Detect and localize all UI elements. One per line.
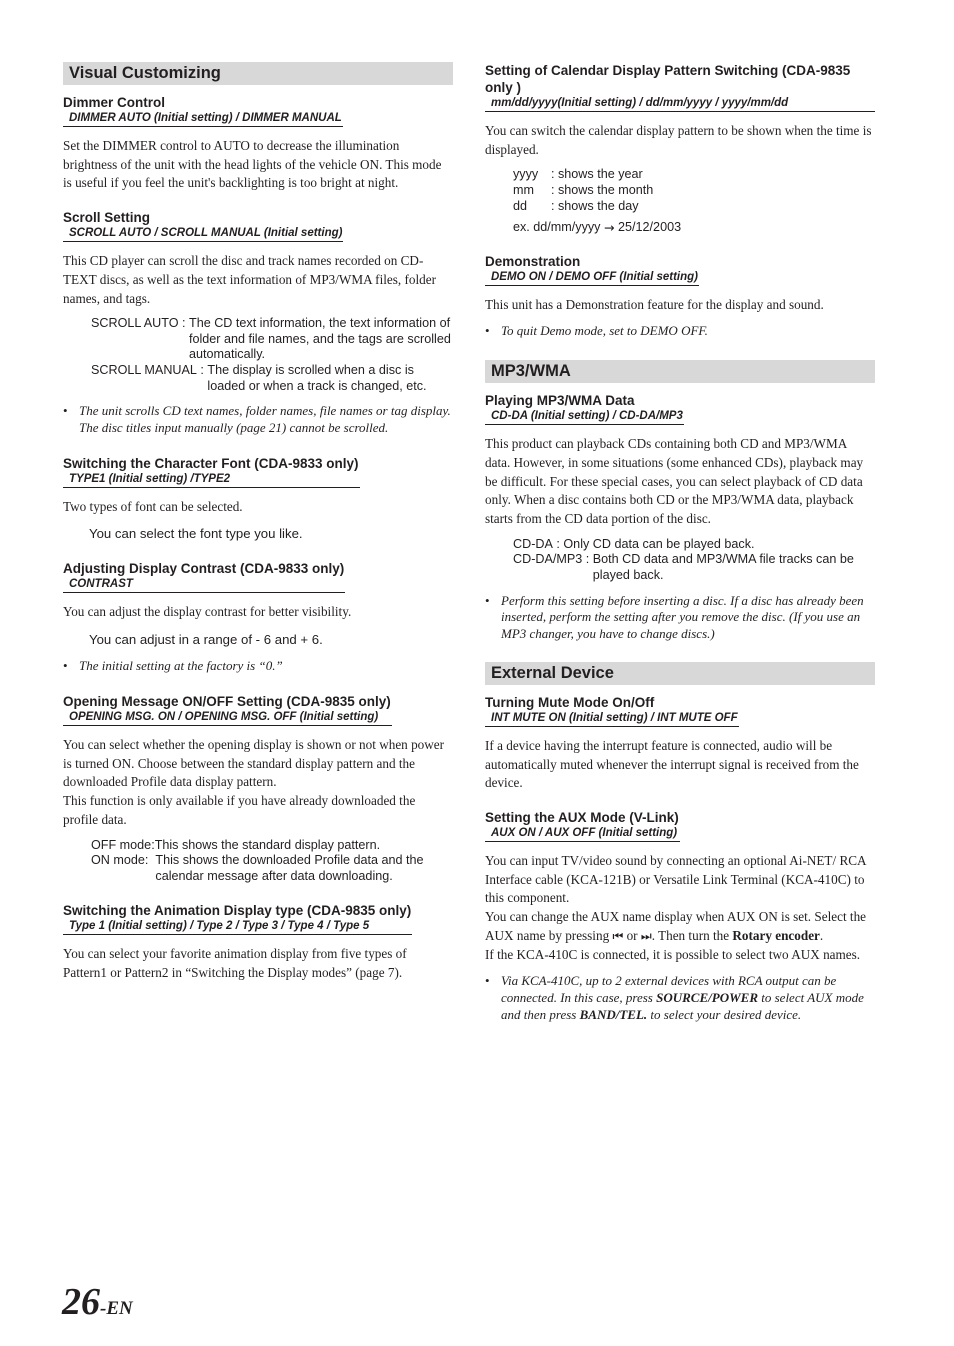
scroll-heading-block (63, 210, 343, 242)
aux-body-2-c: . (819, 927, 824, 943)
definition-separator: : (178, 316, 189, 331)
note-text: Perform this setting before inserting a disc. If a disc has already been inserted, perform the setting after you remove the disc. (If you use an MP3 changer, you have to change discs.) (501, 592, 864, 642)
contrast-body: You can adjust the display contrast for better visibility. (63, 604, 352, 620)
font-heading-block (63, 456, 360, 488)
mute-options: INT MUTE ON (Initial setting) / INT MUTE OFF (491, 711, 738, 724)
contrast-heading-block (63, 561, 345, 593)
calendar-options: mm/dd/yyyy(Initial setting) / dd/mm/yyyy / yyyy/mm/dd (491, 97, 789, 109)
section-heading-visual-customizing: Visual Customizing (63, 62, 453, 85)
definition-separator: : (151, 837, 155, 852)
section-heading-mp3-wma: MP3/WMA (485, 360, 875, 383)
calendar-heading-block (485, 62, 875, 112)
aux-note (485, 973, 875, 1023)
note-text-b: to select AUX mode and then press (501, 990, 864, 1022)
definition-separator: : (552, 536, 564, 551)
scroll-definitions (63, 316, 453, 394)
calendar-body: You can switch the calendar display pattern to be shown when the time is displayed. (485, 123, 872, 157)
definition-item (513, 183, 875, 199)
definition-item (513, 552, 875, 583)
demo-heading-block (485, 254, 699, 286)
definition-key: mm (513, 183, 534, 197)
definition-item (91, 363, 453, 394)
mp3-definitions (485, 537, 875, 584)
definition-item (91, 838, 453, 854)
mp3-options: CD-DA (Initial setting) / CD-DA/MP3 (491, 410, 683, 423)
bullet-icon: • (63, 403, 68, 419)
definition-text: Only CD data can be played back. (563, 536, 755, 551)
definition-item (513, 167, 875, 183)
scroll-setting (63, 210, 453, 437)
animation-display (63, 903, 453, 982)
next-track-icon: ⏭ (640, 928, 652, 943)
scroll-options: SCROLL AUTO / SCROLL MANUAL (Initial setting) (69, 227, 343, 240)
dimmer-body: Set the DIMMER control to AUTO to decrease the illumination brightness of the unit with the head lights of the vehicle ON. This mode is useful if you feel the unit's backlighting is too bright at night. (63, 138, 442, 191)
opening-heading: Opening Message ON/OFF Setting (CDA-9835 only) (63, 693, 391, 709)
definition-key: dd (513, 198, 528, 213)
example-prefix: ex. dd/mm/yyyy (513, 220, 604, 235)
display-contrast (63, 561, 453, 675)
external-section (485, 662, 875, 1024)
calendar-definitions (485, 167, 875, 235)
definition-text: The CD text information, the text information of folder and file names, and the tags are scrolled automatically. (189, 316, 451, 362)
note-bold-source: SOURCE/POWER (656, 990, 758, 1006)
aux-options: AUX ON / AUX OFF (Initial setting) (491, 827, 678, 840)
bullet-icon: • (485, 592, 490, 608)
mp3-note (485, 593, 875, 643)
scroll-body: This CD player can scroll the disc and track names recorded on CD-TEXT discs, as well as the text information of MP3/WMA files, folder names, and tags. (63, 253, 436, 306)
previous-track-icon: ⏮ (612, 928, 624, 943)
page-number-value: 26 (62, 1281, 100, 1323)
mute-heading: Turning Mute Mode On/Off (485, 694, 655, 710)
font-heading: Switching the Character Font (CDA-9833 only) (63, 455, 359, 471)
note-text-a: Via KCA-410C, up to 2 external devices with RCA output can be connected. In this case, press (501, 973, 837, 1006)
definition-text: This shows the standard display pattern. (154, 837, 381, 852)
animation-heading: Switching the Animation Display type (CDA-9835 only) (63, 903, 412, 919)
definition-item (91, 853, 453, 884)
opening-heading-block (63, 694, 392, 726)
calendar-heading: Setting of Calendar Display Pattern Switching (CDA-9835 only ) (485, 63, 851, 95)
page-number-suffix: -EN (100, 1298, 133, 1319)
contrast-options: CONTRAST (69, 578, 133, 591)
definition-item (513, 199, 875, 215)
demo-body: This unit has a Demonstration feature for the display and sound. (485, 296, 824, 312)
dimmer-control (63, 95, 453, 193)
contrast-indent-text: You can adjust in a range of - 6 and + 6. (89, 632, 323, 648)
opening-options: OPENING MSG. ON / OPENING MSG. OFF (Initial setting) (69, 710, 379, 723)
arrow-right-icon: → (603, 220, 615, 236)
mp3-heading: Playing MP3/WMA Data (485, 393, 635, 409)
bullet-icon: • (485, 323, 490, 339)
note-text: To quit Demo mode, set to DEMO OFF. (501, 323, 708, 339)
definition-separator: : (144, 853, 156, 868)
definition-text: Both CD data and MP3/WMA file tracks can be played back. (592, 552, 854, 582)
definition-key: CD-DA/MP3 (513, 552, 583, 567)
opening-body: You can select whether the opening display is shown or not when power is turned ON. Choose between the standard display pattern and the downloaded Profile data display pattern. (63, 736, 445, 790)
opening-message (63, 694, 453, 884)
definition-key: yyyy (513, 167, 539, 182)
font-indent-text: You can select the font type you like. (89, 526, 303, 542)
mp3-body: This product can playback CDs containing both CD and MP3/WMA data. However, in some situations (some enhanced CDs), playback may be difficult. For these special cases, you can select playback of CD data only. When a disc contains both CD or the MP3/WMA data, playback starts from the CD data portion of the disc. (485, 436, 864, 527)
mute-body: If a device having the interrupt feature is connected, audio will be automatically muted whenever the interrupt signal is received from the device. (485, 737, 859, 791)
aux-body-2-bold: Rotary encoder (732, 927, 820, 943)
definition-key: CD-DA (513, 536, 553, 551)
calendar-example (513, 220, 875, 236)
definition-text: The display is scrolled when a disc is loaded or when a track is changed, etc. (207, 363, 427, 393)
animation-heading-block (63, 903, 412, 935)
note-bold-band: BAND/TEL. (579, 1006, 648, 1022)
aux-body-2 (485, 908, 875, 945)
definition-key: SCROLL AUTO (91, 316, 179, 331)
mute-heading-block (485, 695, 739, 727)
aux-mode (485, 810, 875, 1024)
definition-item (91, 316, 453, 363)
example-value: 25/12/2003 (614, 220, 682, 235)
dimmer-heading: Dimmer Control (63, 95, 166, 110)
mute-mode (485, 695, 875, 793)
animation-options: Type 1 (Initial setting) / Type 2 / Type 3 / Type 4 / Type 5 (69, 920, 370, 933)
opening-body-2: This function is only available if you have already downloaded the profile data. (63, 793, 416, 827)
font-body: Two types of font can be selected. (63, 498, 243, 514)
aux-body: You can input TV/video sound by connecting an optional Ai-NET/ RCA Interface cable (KCA-121B) or Versatile Link Terminal (KCA-410C) to this component. (485, 853, 866, 906)
definition-key: SCROLL MANUAL (91, 363, 197, 377)
definition-item (513, 537, 875, 553)
definition-text: : shows the day (551, 198, 639, 213)
note-text-c: to select your desired device. (647, 1006, 802, 1022)
demonstration (485, 254, 875, 341)
character-font (63, 456, 453, 544)
mp3-section (485, 360, 875, 643)
left-column (63, 62, 453, 983)
contrast-note (63, 658, 453, 675)
mp3-heading-block (485, 393, 684, 425)
aux-body-2-or: or (623, 927, 641, 943)
demo-options: DEMO ON / DEMO OFF (Initial setting) (491, 270, 698, 283)
note-text: The unit scrolls CD text names, folder names, file names or tag display. The disc titles input manually (page 21) cannot be scrolled. (79, 403, 451, 435)
dimmer-heading-block (63, 95, 343, 127)
playing-mp3 (485, 393, 875, 643)
aux-body-2-a: You can change the AUX name display when AUX ON is set. Select the AUX name by pressing (485, 909, 867, 943)
definition-separator: : (196, 363, 208, 377)
calendar-pattern (485, 62, 875, 236)
page-number (62, 1280, 133, 1324)
animation-body: You can select your favorite animation display from five types of Pattern1 or Pattern2 in “Switching the Display modes” (page 7). (63, 946, 407, 980)
demo-heading: Demonstration (485, 253, 581, 269)
opening-definitions (63, 838, 453, 885)
bullet-icon: • (485, 973, 490, 989)
scroll-heading: Scroll Setting (63, 210, 151, 226)
aux-heading: Setting the AUX Mode (V-Link) (485, 810, 679, 826)
right-column (485, 62, 875, 1024)
section-heading-external-device: External Device (485, 662, 875, 685)
dimmer-options: DIMMER AUTO (Initial setting) / DIMMER MANUAL (69, 112, 342, 124)
definition-text: : shows the month (551, 183, 654, 197)
contrast-heading: Adjusting Display Contrast (CDA-9833 only) (63, 561, 345, 577)
definition-key: ON mode (91, 853, 145, 868)
font-options: TYPE1 (Initial setting) /TYPE2 (69, 472, 231, 485)
definition-separator: : (582, 552, 593, 567)
definition-key: OFF mode (91, 837, 152, 852)
demo-note (485, 323, 875, 340)
aux-body-3: If the KCA-410C is connected, it is possible to select two AUX names. (485, 946, 861, 962)
definition-text: : shows the year (551, 167, 643, 182)
bullet-icon: • (63, 658, 68, 674)
note-text: The initial setting at the factory is “0.” (79, 658, 283, 674)
scroll-note (63, 403, 453, 437)
aux-heading-block (485, 810, 680, 842)
definition-text: This shows the downloaded Profile data and the calendar message after data downloading. (155, 853, 424, 883)
aux-body-2-b: . Then turn the (651, 927, 733, 943)
